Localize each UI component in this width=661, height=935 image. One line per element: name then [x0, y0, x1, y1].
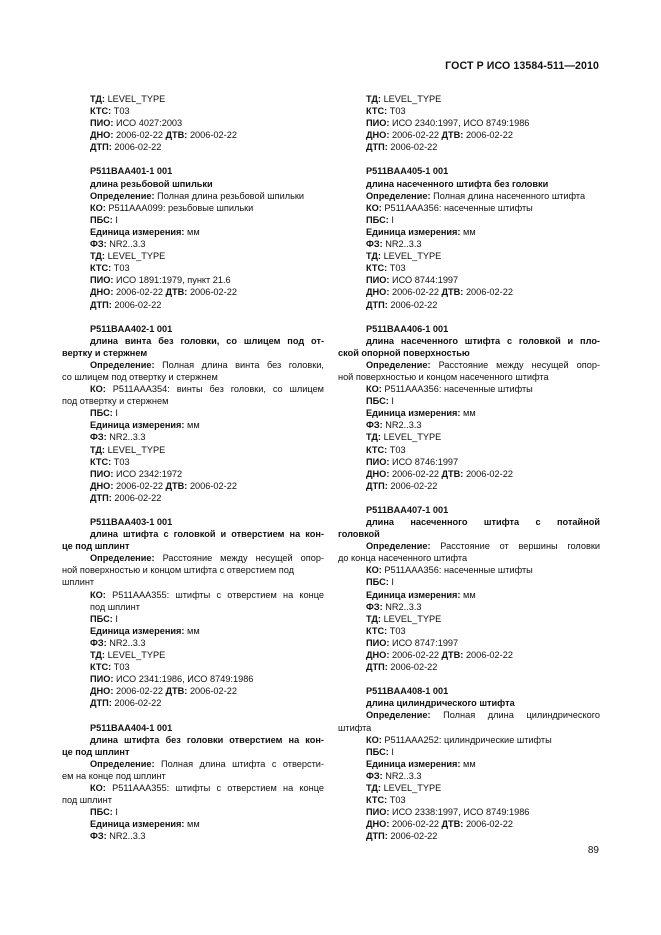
pbs-line: ПБС: I	[90, 214, 118, 225]
td-line: ТД: LEVEL_TYPE	[366, 782, 442, 793]
definition-cont: штифта	[338, 722, 372, 733]
ko-line: КО: P511AAA356: насеченные штифты	[366, 384, 533, 395]
td-line: ТД: LEVEL_TYPE	[366, 432, 442, 443]
ktc-line: КТС: T03	[90, 263, 130, 274]
dno-line: ДНО: 2006-02-22 ДТВ: 2006-02-22	[90, 686, 237, 697]
pbs-line: ПБС: I	[90, 613, 118, 624]
fz-line: ФЗ: NR2..3.3	[90, 831, 146, 842]
dtp-line: ДТП: 2006-02-22	[90, 698, 162, 709]
ko-line: КО: P511AAA356: насеченные штифты	[366, 202, 533, 213]
dtp-line: ДТП: 2006-02-22	[90, 492, 162, 503]
fz-line: ФЗ: NR2..3.3	[90, 239, 146, 250]
td-line: ТД: LEVEL_TYPE	[90, 94, 166, 104]
td-line: ТД: LEVEL_TYPE	[90, 444, 166, 455]
ko-cont: под шплинт	[62, 795, 112, 806]
entry-name-cont: це под шплинт	[62, 746, 130, 757]
ktc-line: КТС: T03	[90, 106, 130, 117]
pbs-line: ПБС: I	[90, 408, 118, 419]
td-line: ТД: LEVEL_TYPE	[366, 251, 442, 262]
entry-name-cont: вертку и стержнем	[62, 347, 148, 358]
dno-line: ДНО: 2006-02-22 ДТВ: 2006-02-22	[366, 819, 513, 830]
dno-line: ДНО: 2006-02-22 ДТВ: 2006-02-22	[90, 480, 237, 491]
td-line: ТД: LEVEL_TYPE	[366, 94, 442, 104]
fz-line: ФЗ: NR2..3.3	[366, 239, 422, 250]
pbs-line: ПБС: I	[90, 807, 118, 818]
unit-line: Единица измерения: мм	[90, 819, 200, 830]
entry-continuation	[338, 93, 600, 153]
fz-line: ФЗ: NR2..3.3	[90, 637, 146, 648]
entry-code: P511BAA403-1 001	[90, 517, 173, 527]
entry-code: P511BAA402-1 001	[90, 323, 173, 334]
definition-cont: со шлицем под отвертку и стержнем	[62, 371, 218, 382]
ko-cont: под отвертку и стержнем	[62, 396, 169, 407]
fz-line: ФЗ: NR2..3.3	[366, 770, 422, 781]
dtp-line: ДТП: 2006-02-22	[90, 142, 162, 153]
definition-line: Определение: Полная длина насеченного штифта	[366, 190, 586, 201]
fz-line: ФЗ: NR2..3.3	[366, 420, 422, 431]
definition-line: Определение: Полная длина винта без головки,	[90, 359, 324, 370]
entry-name-cont: головкой	[338, 529, 380, 540]
entry-p511baa404	[62, 722, 324, 843]
pbs-line: ПБС: I	[366, 577, 394, 588]
definition-cont: ной поверхностью и концом штифта с отверстием под	[62, 565, 295, 576]
ko-line: КО: P511AAA354: винты без головки, со шлицем	[90, 384, 324, 395]
definition-line: Определение: Расстояние от вершины головки	[366, 541, 600, 552]
entry-p511baa408	[338, 685, 600, 842]
unit-line: Единица измерения: мм	[90, 226, 200, 237]
pio-line: ПИО: ИСО 8744:1997	[366, 275, 459, 286]
dtp-line: ДТП: 2006-02-22	[366, 142, 438, 153]
definition-cont: шплинт	[62, 577, 95, 588]
ko-line: КО: P511AAA099: резьбовые шпильки	[90, 202, 254, 213]
entry-name: длина штифта с головкой и отверстием на кон-	[90, 529, 324, 540]
entry-name: длина штифта без головки отверстием на кон-	[90, 734, 324, 745]
ko-line: КО: P511AAA252: цилиндрические штифты	[366, 734, 552, 745]
definition-line: Определение: Расстояние между несущей опор-	[366, 359, 601, 370]
entry-p511baa406	[338, 323, 600, 492]
pio-line: ПИО: ИСО 4027:2003	[90, 118, 183, 129]
entry-code: P511BAA404-1 001	[90, 722, 173, 733]
entry-name-cont: це под шплинт	[62, 541, 130, 552]
entry-name: длина насеченного штифта с головкой и пло-	[366, 335, 600, 346]
dno-line: ДНО: 2006-02-22 ДТВ: 2006-02-22	[366, 468, 513, 479]
entry-code: P511BAA406-1 001	[366, 323, 449, 334]
entry-name-cont: ской опорной поверхностью	[338, 347, 470, 358]
entry-p511baa407	[338, 504, 600, 673]
entry-name: длина резьбовой шпильки	[90, 178, 213, 189]
definition-line: Определение: Расстояние между несущей опор-	[90, 553, 325, 564]
dno-line: ДНО: 2006-02-22 ДТВ: 2006-02-22	[366, 287, 513, 298]
ko-line: КО: P511AAA355: штифты с отверстием на конце	[90, 589, 324, 600]
entry-code: P511BAA407-1 001	[366, 504, 449, 515]
dtp-line: ДТП: 2006-02-22	[90, 299, 162, 310]
dno-line: ДНО: 2006-02-22 ДТВ: 2006-02-22	[90, 287, 237, 298]
ktc-line: КТС: T03	[366, 263, 406, 274]
entry-code: P511BAA401-1 001	[90, 166, 173, 177]
definition-line: Определение: Полная длина штифта с отверсти-	[90, 758, 324, 769]
dno-line: ДНО: 2006-02-22 ДТВ: 2006-02-22	[366, 650, 513, 661]
unit-line: Единица измерения: мм	[90, 420, 200, 431]
ktc-line: КТС: T03	[366, 106, 406, 117]
pio-line: ПИО: ИСО 2341:1986, ИСО 8749:1986	[90, 674, 254, 685]
unit-line: Единица измерения: мм	[366, 589, 476, 600]
pbs-line: ПБС: I	[366, 746, 394, 757]
ko-line: КО: P511AAA356: насеченные штифты	[366, 565, 533, 576]
ktc-line: КТС: T03	[366, 625, 406, 636]
entry-p511baa401	[62, 165, 324, 310]
dtp-line: ДТП: 2006-02-22	[366, 662, 438, 673]
td-line: ТД: LEVEL_TYPE	[90, 650, 166, 661]
ktc-line: КТС: T03	[90, 662, 130, 673]
dtp-line: ДТП: 2006-02-22	[366, 299, 438, 310]
definition-line: Определение: Полная длина цилиндрического	[366, 710, 600, 721]
ktc-line: КТС: T03	[366, 795, 406, 806]
definition-cont: ем на конце под шплинт	[62, 770, 166, 781]
definition-cont: ной поверхностью и концом насеченного штифта	[338, 371, 549, 382]
dno-line: ДНО: 2006-02-22 ДТВ: 2006-02-22	[366, 130, 513, 141]
entry-continuation	[62, 93, 324, 153]
right-column	[338, 93, 600, 854]
entry-p511baa405	[338, 165, 600, 310]
pio-line: ПИО: ИСО 8747:1997	[366, 637, 459, 648]
unit-line: Единица измерения: мм	[366, 226, 476, 237]
entry-code: P511BAA405-1 001	[366, 166, 449, 177]
document-header: ГОСТ Р ИСО 13584-511—2010	[445, 60, 599, 72]
pio-line: ПИО: ИСО 2338:1997, ИСО 8749:1986	[366, 807, 530, 818]
entry-p511baa403	[62, 516, 324, 710]
unit-line: Единица измерения: мм	[366, 408, 476, 419]
ko-cont: под шплинт	[90, 601, 140, 612]
pio-line: ПИО: ИСО 2342:1972	[90, 468, 183, 479]
pbs-line: ПБС: I	[366, 214, 394, 225]
ktc-line: КТС: T03	[90, 456, 130, 467]
unit-line: Единица измерения: мм	[366, 758, 476, 769]
fz-line: ФЗ: NR2..3.3	[366, 601, 422, 612]
pio-line: ПИО: ИСО 8746:1997	[366, 456, 459, 467]
dtp-line: ДТП: 2006-02-22	[366, 480, 438, 491]
pio-line: ПИО: ИСО 2340:1997, ИСО 8749:1986	[366, 118, 530, 129]
definition-line: Определение: Полная длина резьбовой шпильки	[90, 190, 305, 201]
pio-line: ПИО: ИСО 1891:1979, пункт 21.6	[90, 275, 231, 286]
fz-line: ФЗ: NR2..3.3	[90, 432, 146, 443]
ktc-line: КТС: T03	[366, 444, 406, 455]
page-number: 89	[587, 845, 599, 856]
unit-line: Единица измерения: мм	[90, 625, 200, 636]
entry-name: длина насеченного штифта с потайной	[366, 517, 600, 527]
definition-cont: до конца насеченного штифта	[338, 553, 468, 564]
ko-line: КО: P511AAA355: штифты с отверстием на конце	[90, 782, 324, 793]
entry-code: P511BAA408-1 001	[366, 686, 449, 697]
entry-name: длина насеченного штифта без головки	[366, 178, 549, 189]
td-line: ТД: LEVEL_TYPE	[366, 613, 442, 624]
entry-name: длина цилиндрического штифта	[366, 698, 515, 709]
entry-p511baa402	[62, 323, 324, 504]
td-line: ТД: LEVEL_TYPE	[90, 251, 166, 262]
pbs-line: ПБС: I	[366, 396, 394, 407]
dtp-line: ДТП: 2006-02-22	[366, 831, 438, 842]
dno-line: ДНО: 2006-02-22 ДТВ: 2006-02-22	[90, 130, 237, 141]
left-column	[62, 93, 324, 854]
entry-name: длина винта без головки, со шлицем под от-	[90, 335, 324, 346]
